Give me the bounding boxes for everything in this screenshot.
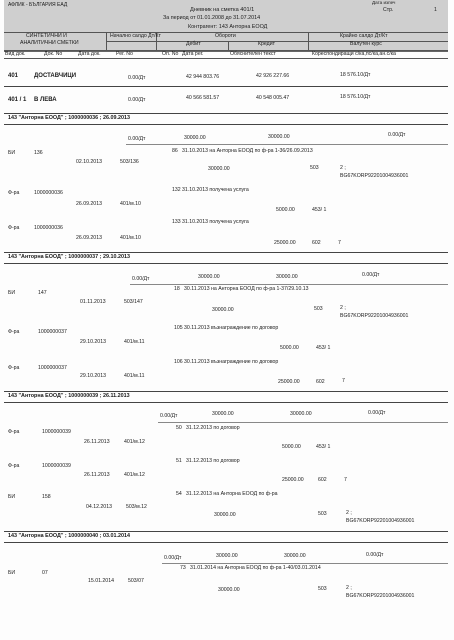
col-accounts-2: АНАЛИТИЧНИ СМЕТКИ [20, 40, 79, 46]
col-accounts-1: СИНТЕТИЧНИ И [26, 33, 67, 39]
col-opening: Начално салдо Дт/Кт [110, 33, 161, 39]
col-closing: Крайно салдо Дт/Кт [340, 33, 388, 39]
col-doc-no: Док. No [44, 51, 63, 57]
col-turnover: Обороти [215, 33, 236, 39]
section-opening: 0.00/Дт [160, 413, 178, 419]
section-credit: 30000.00 [276, 274, 298, 280]
section-opening: 0.00/Дт [128, 136, 146, 142]
col-reg-date: Дата рег. [182, 51, 204, 57]
col-text: Обяснителен текст [230, 51, 276, 57]
section-credit: 30000.00 [268, 134, 290, 140]
section-closing: 0.00/Дт [388, 132, 406, 138]
section-debit: 30000.00 [212, 411, 234, 417]
section-title: 143 "Анторна ЕООД" ; 1000000040 ; 03.01.2014 [8, 533, 130, 539]
section-credit: 30000.00 [284, 553, 306, 559]
col-credit: Кредит [258, 41, 275, 47]
page-label: Стр. [383, 7, 394, 13]
section-title: 143 "Анторна ЕООД" ; 1000000039 ; 26.11.2013 [8, 393, 130, 399]
section-debit: 30000.00 [184, 135, 206, 141]
col-doc-date: Дата док. [78, 51, 101, 57]
page-number: 1 [434, 7, 437, 13]
col-doc-type: Вид док. [5, 51, 26, 57]
section-closing: 0.00/Дт [366, 552, 384, 558]
report-period: За период от 01.01.2008 до 31.07.2014 [163, 15, 261, 21]
report-counterparty: Контрагент: 143 Анторна ЕООД [188, 24, 268, 30]
section-credit: 30000.00 [290, 411, 312, 417]
col-op-no: Оп. No [162, 51, 179, 57]
section-opening: 0.00/Дт [132, 276, 150, 282]
section-title: 143 "Анторна ЕООД" ; 1000000036 ; 26.09.2013 [8, 115, 130, 121]
section-debit: 30000.00 [198, 274, 220, 280]
col-corr: Кореспондиращи с/ка,пс/ка,ан.с/ка [312, 51, 396, 57]
col-reg-no: Рег. No [116, 51, 133, 57]
section-opening: 0.00/Дт [164, 555, 182, 561]
section-closing: 0.00/Дт [362, 272, 380, 278]
section-closing: 0.00/Дт [368, 410, 386, 416]
company-name: АФЛИК - БЪЛГАРИЯ ЕАД [8, 2, 68, 8]
section-title: 143 "Анторна ЕООД" ; 1000000037 ; 29.10.2013 [8, 254, 130, 260]
print-date-label: Дата изпеч [372, 0, 396, 5]
report-title: Дневник на сметка 401/1 [190, 7, 255, 13]
col-rate: Валутен курс [350, 41, 382, 47]
col-debit: Дебит [186, 41, 201, 47]
section-debit: 30000.00 [216, 553, 238, 559]
